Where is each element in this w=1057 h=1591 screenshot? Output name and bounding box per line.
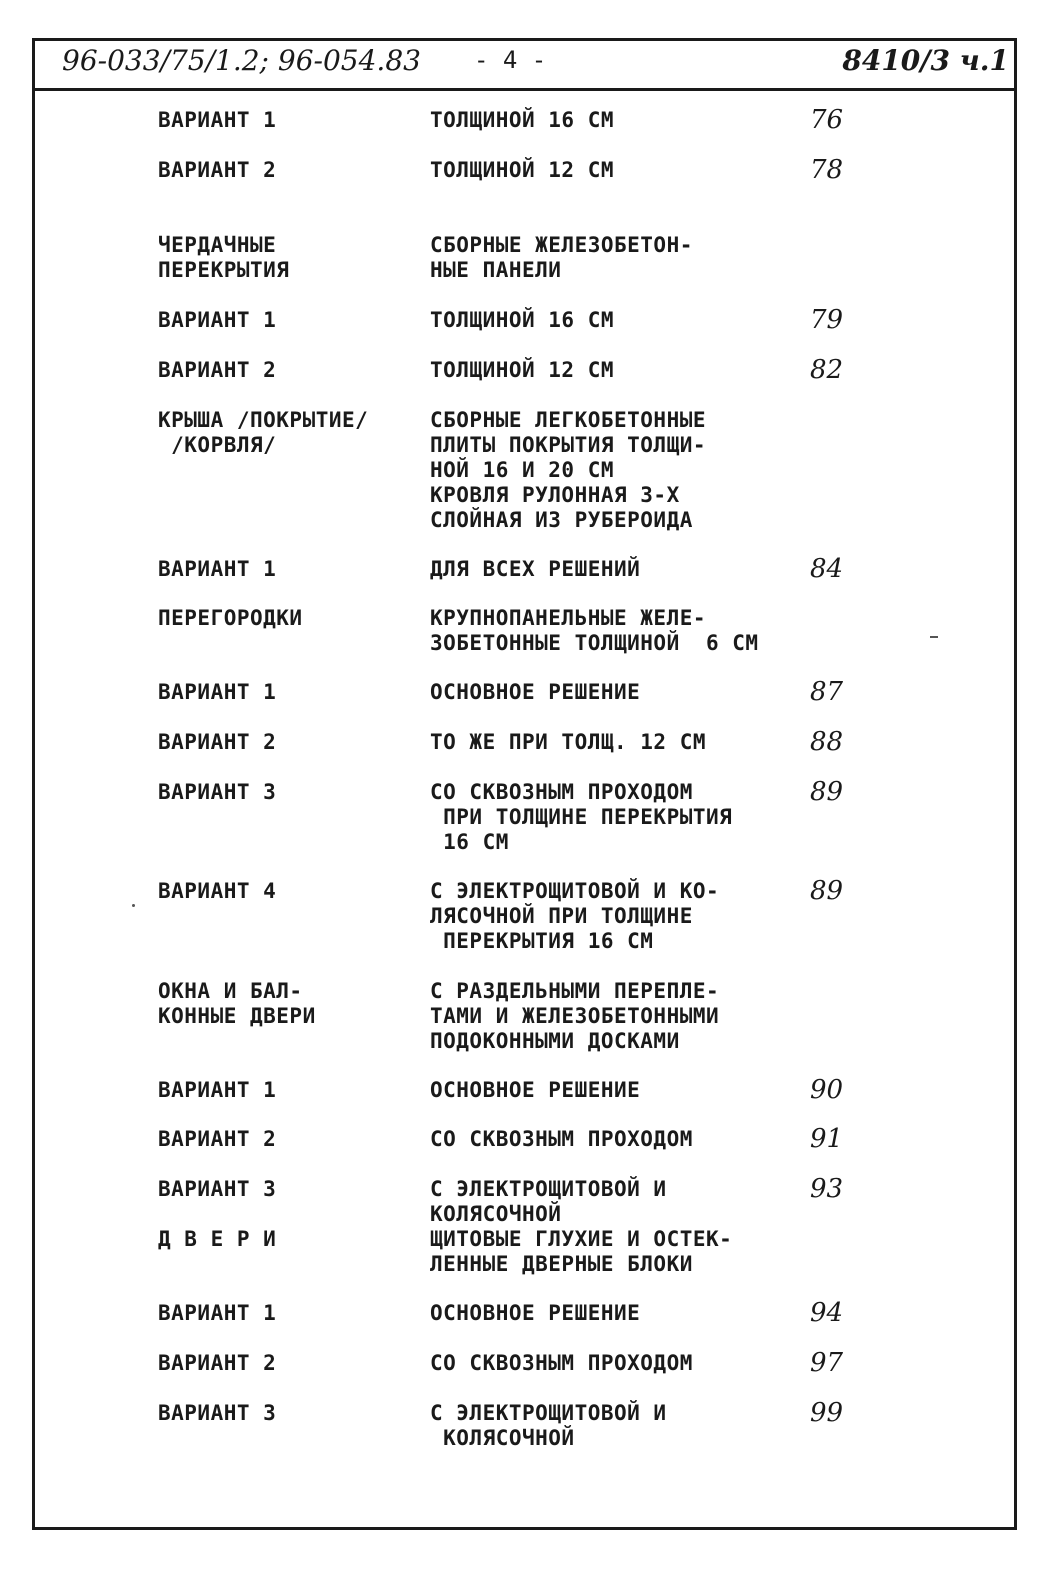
page-ref: 91: [810, 1124, 844, 1154]
description: СБОРНЫЕ ЖЕЛЕЗОБЕТОН- НЫЕ ПАНЕЛИ: [430, 233, 693, 282]
section-name: ВАРИАНТ 2: [158, 358, 277, 382]
description: ТОЛЩИНОЙ 12 СМ: [430, 358, 615, 382]
page-number: - 4 -: [474, 46, 547, 74]
description: С РАЗДЕЛЬНЫМИ ПЕРЕПЛЕ- ТАМИ И ЖЕЛЕЗОБЕТОННЫМИ ПОДОКОННЫМИ ДОСКАМИ: [430, 979, 720, 1053]
description: СО СКВОЗНЫМ ПРОХОДОМ ПРИ ТОЛЩИНЕ ПЕРЕКРЫТИЯ 16 СМ: [430, 780, 733, 854]
scan-speck: [132, 904, 135, 907]
section-name: ВАРИАНТ 1: [158, 108, 277, 132]
description: С ЭЛЕКТРОЩИТОВОЙ И КОЛЯСОЧНОЙ: [430, 1177, 667, 1226]
description: СО СКВОЗНЫМ ПРОХОДОМ: [430, 1351, 693, 1375]
section-name: Д В Е Р И: [158, 1227, 277, 1251]
section-name: КРЫША /ПОКРЫТИЕ/ /КОРВЛЯ/: [158, 408, 369, 457]
description: ОСНОВНОЕ РЕШЕНИЕ: [430, 1301, 641, 1325]
section-name: ВАРИАНТ 2: [158, 1351, 277, 1375]
section-name: ЧЕРДАЧНЫЕ ПЕРЕКРЫТИЯ: [158, 233, 290, 282]
description: С ЭЛЕКТРОЩИТОВОЙ И КО- ЛЯСОЧНОЙ ПРИ ТОЛЩИНЕ ПЕРЕКРЫТИЯ 16 СМ: [430, 879, 720, 953]
page-ref: 79: [810, 305, 844, 335]
page-ref: 78: [810, 155, 844, 185]
section-name: ВАРИАНТ 2: [158, 158, 277, 182]
description: ТОЛЩИНОЙ 12 СМ: [430, 158, 615, 182]
section-name: ВАРИАНТ 1: [158, 308, 277, 332]
section-name: ВАРИАНТ 1: [158, 1301, 277, 1325]
page-ref: 89: [810, 876, 844, 906]
page-ref: 93: [810, 1174, 844, 1204]
section-name: ВАРИАНТ 2: [158, 1127, 277, 1151]
description: ТОЛЩИНОЙ 16 СМ: [430, 308, 615, 332]
description: ОСНОВНОЕ РЕШЕНИЕ: [430, 1078, 641, 1102]
description: ЩИТОВЫЕ ГЛУХИЕ И ОСТЕК- ЛЕННЫЕ ДВЕРНЫЕ БЛОКИ: [430, 1227, 733, 1276]
section-name: ВАРИАНТ 3: [158, 1177, 277, 1201]
page-ref: 88: [810, 727, 844, 757]
header-left-code: 96-033/75/1.2; 96-054.83: [62, 44, 421, 77]
section-name: ВАРИАНТ 1: [158, 1078, 277, 1102]
header-divider: [32, 88, 1017, 91]
description: СО СКВОЗНЫМ ПРОХОДОМ: [430, 1127, 693, 1151]
page-ref: 82: [810, 355, 844, 385]
header-right-code: 8410/3 ч.1: [842, 44, 1009, 77]
description: СБОРНЫЕ ЛЕГКОБЕТОННЫЕ ПЛИТЫ ПОКРЫТИЯ ТОЛЩИ- НОЙ 16 И 20 СМ КРОВЛЯ РУЛОННАЯ 3-Х СЛОЙНАЯ ИЗ РУБЕРОИДА: [430, 408, 707, 532]
section-name: ОКНА И БАЛ- КОННЫЕ ДВЕРИ: [158, 979, 316, 1028]
description: ДЛЯ ВСЕХ РЕШЕНИЙ: [430, 557, 641, 581]
section-name: ВАРИАНТ 1: [158, 680, 277, 704]
page-ref: 89: [810, 777, 844, 807]
description: КРУПНОПАНЕЛЬНЫЕ ЖЕЛЕ- ЗОБЕТОННЫЕ ТОЛЩИНОЙ 6 СМ: [430, 606, 759, 655]
page-ref: 97: [810, 1348, 844, 1378]
page-ref: 76: [810, 105, 844, 135]
section-name: ВАРИАНТ 1: [158, 557, 277, 581]
description: ТО ЖЕ ПРИ ТОЛЩ. 12 СМ: [430, 730, 707, 754]
scan-speck: [930, 636, 938, 638]
description: ТОЛЩИНОЙ 16 СМ: [430, 108, 615, 132]
section-name: ВАРИАНТ 3: [158, 780, 277, 804]
section-name: ПЕРЕГОРОДКИ: [158, 606, 303, 630]
page-ref: 90: [810, 1075, 844, 1105]
description: С ЭЛЕКТРОЩИТОВОЙ И КОЛЯСОЧНОЙ: [430, 1401, 667, 1450]
page-ref: 94: [810, 1298, 844, 1328]
section-name: ВАРИАНТ 3: [158, 1401, 277, 1425]
page-ref: 84: [810, 554, 844, 584]
page-ref: 99: [810, 1398, 844, 1428]
description: ОСНОВНОЕ РЕШЕНИЕ: [430, 680, 641, 704]
page-ref: 87: [810, 677, 844, 707]
section-name: ВАРИАНТ 2: [158, 730, 277, 754]
section-name: ВАРИАНТ 4: [158, 879, 277, 903]
